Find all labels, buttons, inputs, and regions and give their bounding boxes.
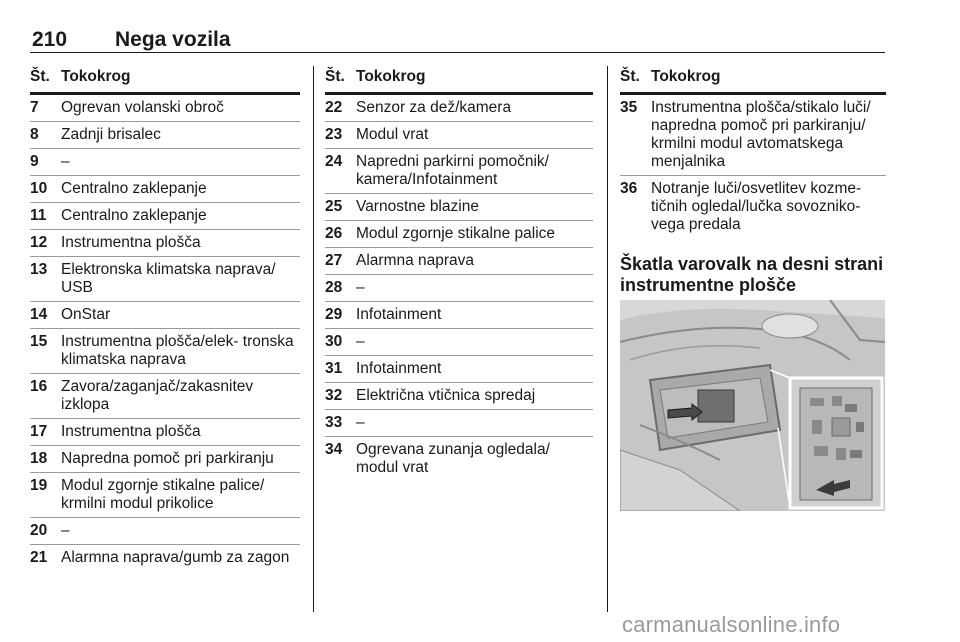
fuse-number: 22 — [325, 99, 343, 116]
fuse-number: 15 — [30, 333, 48, 350]
fuse-number: 13 — [30, 261, 48, 278]
fuse-number: 10 — [30, 180, 48, 197]
table-row — [325, 302, 593, 329]
table-row — [30, 149, 300, 176]
page-header — [30, 26, 885, 53]
column-divider-2 — [607, 66, 608, 612]
table-row — [325, 221, 593, 248]
circuit-text: Električna vtičnica spredaj — [356, 387, 536, 404]
circuit-text: Alarmna naprava — [356, 252, 475, 269]
fuse-number: 8 — [30, 126, 39, 143]
circuit-text: Instrumentna plošča/stikalo luči/ napredna pomoč pri parkiranju/ krmilni modul avtomatskega menjalnika — [651, 99, 871, 170]
header-circuit: Tokokrog — [61, 68, 131, 85]
fuse-number: 31 — [325, 360, 343, 377]
table-row — [325, 275, 593, 302]
fuse-number: 35 — [620, 99, 638, 116]
table-row — [620, 95, 886, 176]
circuit-text: Napredni parkirni pomočnik/ kamera/Infotainment — [356, 153, 549, 188]
header-number: Št. — [325, 68, 345, 85]
circuit-text: – — [61, 522, 70, 539]
circuit-text: Modul zgornje stikalne palice/ krmilni modul prikolice — [61, 477, 265, 512]
table-row — [325, 410, 593, 437]
column-divider-1 — [313, 66, 314, 612]
table-row — [30, 446, 300, 473]
fuse-number: 11 — [30, 207, 47, 224]
table-row — [30, 176, 300, 203]
table-header — [325, 66, 593, 95]
table-row — [325, 329, 593, 356]
circuit-text: Instrumentna plošča/elek- tronska klimatska naprava — [61, 333, 294, 368]
table-header — [30, 66, 300, 95]
table-row — [30, 473, 300, 518]
table-row — [325, 95, 593, 122]
fuse-table-column-1 — [30, 66, 300, 571]
circuit-text: Infotainment — [356, 306, 442, 323]
circuit-text: Varnostne blazine — [356, 198, 479, 215]
fuse-number: 17 — [30, 423, 48, 440]
section-title: Škatla varovalk na desni strani instrumentne plošče — [620, 254, 884, 295]
table-row — [30, 545, 300, 571]
fuse-box-drawing — [620, 300, 885, 511]
circuit-text: Ogrevana zunanja ogledala/ modul vrat — [356, 441, 550, 476]
circuit-text: – — [61, 153, 70, 170]
fuse-number: 19 — [30, 477, 48, 494]
fuse-number: 30 — [325, 333, 343, 350]
circuit-text: Notranje luči/osvetlitev kozme- tičnih ogledal/lučka sovozniko- vega predala — [651, 180, 862, 233]
circuit-text: Centralno zaklepanje — [61, 207, 207, 224]
table-row — [30, 122, 300, 149]
table-row — [30, 95, 300, 122]
fuse-number: 26 — [325, 225, 343, 242]
fuse-number: 7 — [30, 99, 39, 116]
fuse-number: 9 — [30, 153, 39, 170]
fuse-number: 32 — [325, 387, 343, 404]
watermark-text: carmanualsonline.info — [622, 612, 841, 637]
table-row — [30, 518, 300, 545]
circuit-text: – — [356, 333, 365, 350]
fuse-table-column-3 — [620, 66, 886, 296]
circuit-text: Zavora/zaganjač/zakasnitev izklopa — [61, 378, 254, 413]
fuse-number: 33 — [325, 414, 343, 431]
fuse-table-column-2 — [325, 66, 593, 481]
header-circuit: Tokokrog — [651, 68, 721, 85]
header-circuit: Tokokrog — [356, 68, 426, 85]
circuit-text: Centralno zaklepanje — [61, 180, 207, 197]
fuse-number: 27 — [325, 252, 343, 269]
circuit-text: Ogrevan volanski obroč — [61, 99, 224, 116]
table-row — [325, 248, 593, 275]
header-number: Št. — [620, 68, 640, 85]
fuse-number: 28 — [325, 279, 343, 296]
circuit-text: Modul vrat — [356, 126, 429, 143]
circuit-text: OnStar — [61, 306, 111, 323]
fuse-number: 36 — [620, 180, 638, 197]
table-row — [30, 419, 300, 446]
table-row — [325, 356, 593, 383]
circuit-text: Zadnji brisalec — [61, 126, 161, 143]
table-row — [30, 257, 300, 302]
fuse-number: 24 — [325, 153, 343, 170]
table-row — [325, 122, 593, 149]
table-row — [30, 329, 300, 374]
circuit-text: Senzor za dež/kamera — [356, 99, 512, 116]
circuit-text: Alarmna naprava/gumb za zagon — [61, 549, 290, 566]
fuse-number: 18 — [30, 450, 48, 467]
circuit-text: – — [356, 414, 365, 431]
circuit-text: Elektronska klimatska naprava/ USB — [61, 261, 276, 296]
table-row — [325, 194, 593, 221]
table-header — [620, 66, 886, 95]
fuse-box-illustration — [620, 300, 885, 511]
table-row — [325, 437, 593, 481]
chapter-title: Nega vozila — [115, 28, 231, 51]
table-row — [30, 374, 300, 419]
circuit-text: Instrumentna plošča — [61, 423, 201, 440]
circuit-text: Modul zgornje stikalne palice — [356, 225, 556, 242]
fuse-number: 21 — [30, 549, 48, 566]
fuse-number: 14 — [30, 306, 48, 323]
table-row — [30, 230, 300, 257]
page-number: 210 — [32, 28, 68, 51]
fuse-number: 16 — [30, 378, 48, 395]
fuse-number: 34 — [325, 441, 343, 458]
circuit-text: – — [356, 279, 365, 296]
table-row — [620, 176, 886, 238]
circuit-text: Napredna pomoč pri parkiranju — [61, 450, 274, 467]
fuse-number: 12 — [30, 234, 48, 251]
table-row — [30, 203, 300, 230]
table-row — [30, 302, 300, 329]
fuse-number: 23 — [325, 126, 343, 143]
circuit-text: Instrumentna plošča — [61, 234, 201, 251]
fuse-number: 25 — [325, 198, 343, 215]
table-row — [325, 149, 593, 194]
header-number: Št. — [30, 68, 50, 85]
table-row — [325, 383, 593, 410]
circuit-text: Infotainment — [356, 360, 442, 377]
fuse-number: 29 — [325, 306, 343, 323]
fuse-number: 20 — [30, 522, 48, 539]
